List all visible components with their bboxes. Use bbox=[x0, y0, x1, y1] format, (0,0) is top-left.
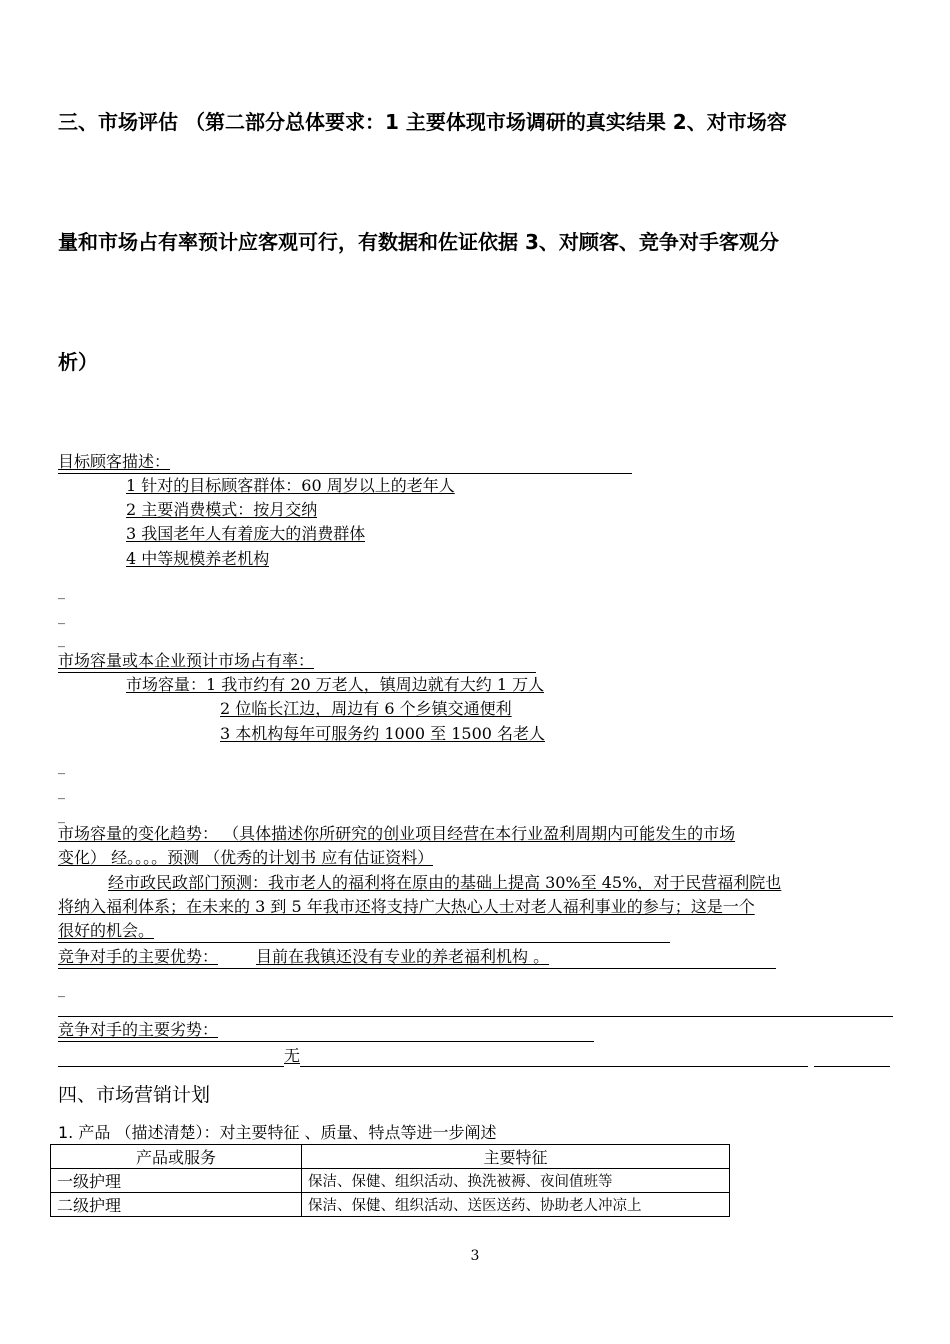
target-item-4: 4 中等规模养老机构 bbox=[126, 549, 270, 568]
trend-line-2: 变化） 经。。。。预测 （优秀的计划书 应有估证资料） bbox=[58, 848, 434, 867]
trend-line-1: 市场容量的变化趋势： （具体描述你所研究的创业项目经营在本行业盈利周期内可能发生的市场 bbox=[58, 824, 736, 843]
blank-line: _ bbox=[58, 759, 65, 775]
divider-line bbox=[58, 1016, 893, 1017]
competitor-advantage-row bbox=[58, 946, 776, 969]
table-header-cell: 产品或服务 bbox=[51, 1145, 302, 1169]
competitor-advantage-text: 目前在我镇还没有专业的养老福利机构 。 bbox=[256, 947, 550, 966]
target-item-3: 3 我国老年人有着庞大的消费群体 bbox=[126, 524, 366, 543]
product-subtitle: 1. 产品 （描述清楚）：对主要特征 、质量、特点等进一步阐述 bbox=[58, 1123, 497, 1142]
table-cell: 二级护理 bbox=[51, 1193, 302, 1217]
blank-line: _ bbox=[58, 784, 65, 800]
section4-title: 四、市场营销计划 bbox=[58, 1084, 211, 1106]
blank-line: _ bbox=[58, 609, 65, 625]
page-number: 3 bbox=[470, 1248, 480, 1264]
section3-heading-line3: 析） bbox=[58, 350, 98, 374]
target-customer-label: 目标顾客描述： bbox=[58, 451, 632, 474]
target-item-1: 1 针对的目标顾客群体：60 周岁以上的老年人 bbox=[126, 476, 455, 495]
market-capacity-label: 市场容量或本企业预计市场占有率： bbox=[58, 650, 536, 673]
blank-line: _ bbox=[58, 632, 65, 648]
capacity-item-2: 2 位临长江边，周边有 6 个乡镇交通便利 bbox=[220, 699, 512, 718]
blank-line: _ bbox=[58, 808, 65, 824]
trend-line-4: 将纳入福利体系；在未来的 3 到 5 年我市还将支持广大热心人士对老人福利事业的参与；这是一个 bbox=[58, 897, 755, 916]
target-item-2: 2 主要消费模式：按月交纳 bbox=[126, 500, 318, 519]
competitor-disadvantage-row bbox=[58, 1045, 893, 1067]
table-header-cell: 主要特征 bbox=[302, 1145, 730, 1169]
competitor-disadvantage-text: 无 bbox=[284, 1046, 301, 1065]
section3-heading-line2: 量和市场占有率预计应客观可行，有数据和佐证依据 3、对顾客、竞争对手客观分 bbox=[58, 230, 779, 254]
table-header-row bbox=[51, 1145, 730, 1169]
product-table bbox=[50, 1144, 730, 1217]
section3-heading-line1: 三、市场评估 （第二部分总体要求：1 主要体现市场调研的真实结果 2、对市场容 bbox=[58, 110, 787, 134]
table-cell: 保洁、保健、组织活动、换洗被褥、夜间值班等 bbox=[302, 1169, 730, 1193]
trend-line-5: 很好的机会。 bbox=[58, 920, 670, 943]
blank-line: _ bbox=[58, 982, 65, 998]
table-cell: 保洁、保健、组织活动、送医送药、协助老人冲凉上 bbox=[302, 1193, 730, 1217]
table-row bbox=[51, 1193, 730, 1217]
capacity-item-1: 市场容量：1 我市约有 20 万老人，镇周边就有大约 1 万人 bbox=[126, 675, 545, 694]
competitor-advantage-label: 竞争对手的主要优势： bbox=[58, 947, 219, 966]
table-row bbox=[51, 1169, 730, 1193]
capacity-item-3: 3 本机构每年可服务约 1000 至 1500 名老人 bbox=[220, 724, 546, 743]
trend-line-3: 经市政民政部门预测：我市老人的福利将在原由的基础上提高 30%至 45%，对于民营福利院也 bbox=[108, 873, 782, 892]
blank-line: _ bbox=[58, 584, 65, 600]
table-cell: 一级护理 bbox=[51, 1169, 302, 1193]
competitor-disadvantage-label: 竞争对手的主要劣势： bbox=[58, 1019, 594, 1042]
